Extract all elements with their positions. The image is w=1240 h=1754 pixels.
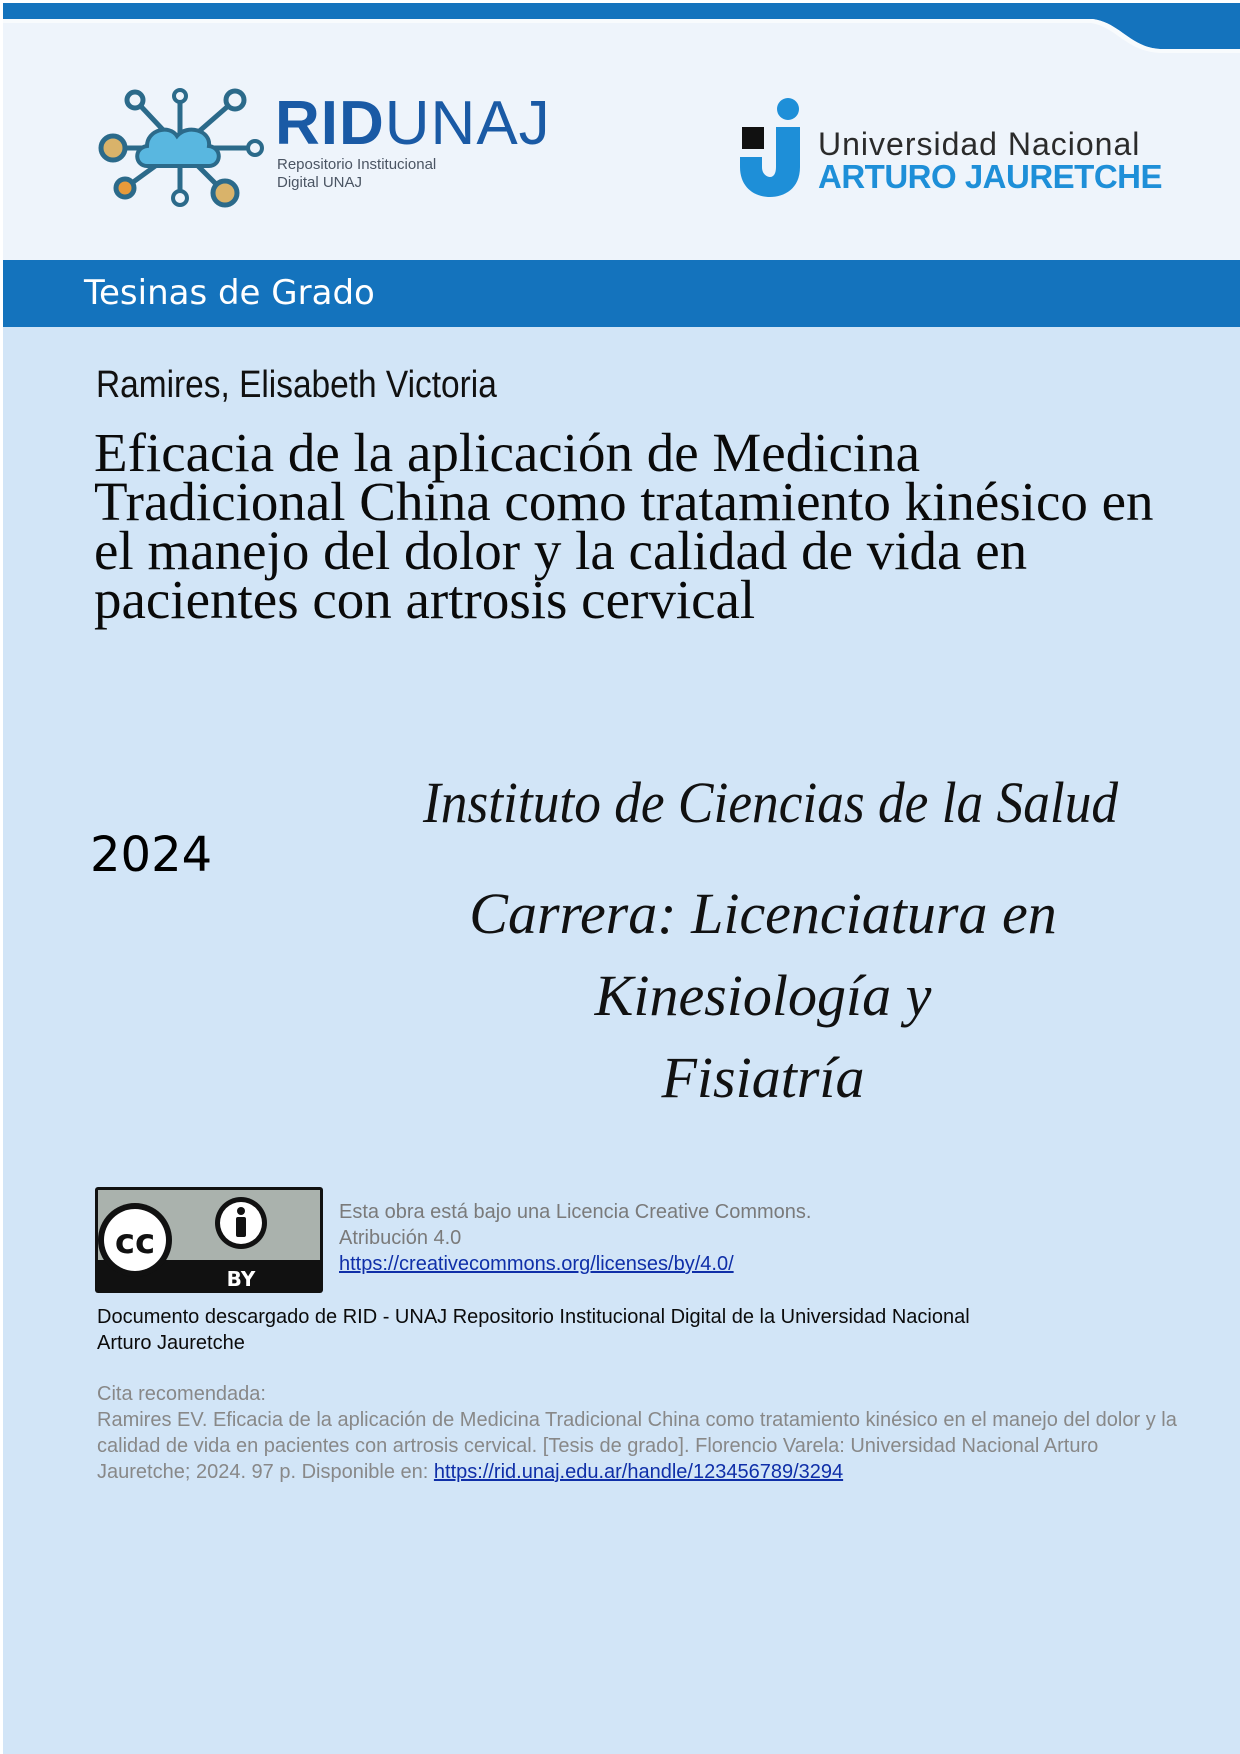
unaj-wordmark-light: UNAJ (384, 89, 551, 158)
section-band-label: Tesinas de Grado (84, 273, 375, 313)
license-line2: Atribución 4.0 (339, 1227, 462, 1249)
citation-text: Ramires EV. Eficacia de la aplicación de Medicina Tradicional China como tratamiento kinésico en el manejo del dolor y la calidad de vida en pacientes con artrosis cervical. [Tesis de grado]. Florencio Varela: Universidad Nacional Arturo Jauretche; 2024. 97 p. Disponible en: (97, 1409, 1177, 1483)
cc-badge-text: cc (114, 1222, 156, 1262)
unaj-logo-line2: ARTURO JAURETCHE (818, 158, 1163, 195)
recommended-citation (97, 1381, 1177, 1485)
by-badge-text: BY (226, 1267, 256, 1291)
license-line1: Esta obra está bajo una Licencia Creative Commons. (339, 1201, 812, 1223)
header (3, 3, 1240, 260)
network-cloud-icon (95, 88, 265, 210)
top-decorative-strip (3, 3, 1240, 63)
unaj-j-logo-icon (738, 97, 808, 199)
creative-commons-by-badge (95, 1187, 323, 1293)
document-title: Eficacia de la aplicación de Medicina Tradicional China como tratamiento kinésico en el manejo del dolor y la calidad de vida en pacientes con artrosis cervical (94, 422, 1154, 630)
author-name: Ramires, Elisabeth Victoria (96, 364, 497, 406)
section-band (3, 260, 1240, 327)
citation-body (97, 1407, 1177, 1485)
publication-year: 2024 (90, 827, 213, 883)
citation-link[interactable]: https://rid.unaj.edu.ar/handle/123456789/3294 (433, 1461, 844, 1483)
ridunaj-wordmark (275, 89, 551, 158)
citation-heading: Cita recomendada: (97, 1383, 266, 1405)
ridunaj-logo (95, 83, 551, 213)
career-line1: Carrera: Licenciatura en Kinesiología y (469, 881, 1057, 1028)
institute-name: Instituto de Ciencias de la Salud (423, 770, 1119, 835)
license-link[interactable]: https://creativecommons.org/licenses/by/4.0/ (339, 1253, 734, 1275)
unaj-logo-line1: Universidad Nacional (818, 126, 1141, 162)
rid-wordmark-bold: RID (275, 89, 385, 158)
ridunaj-subtitle-line1: Repositorio Institucional (277, 156, 437, 173)
career-name (323, 873, 1203, 1119)
download-source-notice: Documento descargado de RID - UNAJ Repositorio Institucional Digital de la Universidad Nacional Arturo Jauretche (97, 1306, 970, 1354)
document-page (3, 3, 1240, 1754)
license-notice (339, 1199, 811, 1277)
ridunaj-subtitle-line2: Digital UNAJ (277, 174, 363, 191)
unaj-university-logo (738, 97, 1168, 207)
ridunaj-subtitle (277, 156, 436, 192)
career-line2: Fisiatría (661, 1045, 865, 1110)
